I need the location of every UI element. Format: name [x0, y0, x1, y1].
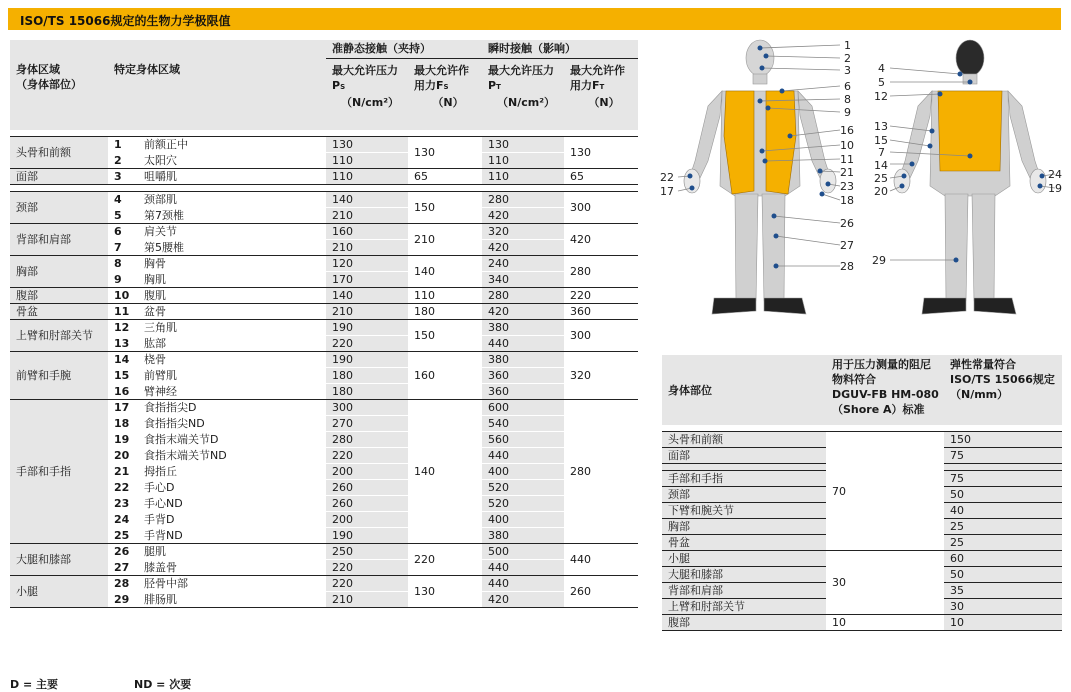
- limits-table: 身体区域 （身体部位） 特定身体区域 准静态接触（夹持） 瞬时接触（影响） 最大允许压力 PS （N/cm²） 最大允许作 用力FS （N） 最大允许压力 PT （N/cm²） 最大允许作 用力FT （N） 头骨和前额 1 前额正中 130 130 130 130 2 太阳穴 110 110 面部 3 咀嚼肌 110 65 110 65 颈部 4 颈部肌 140 150 280 300 5 第7颈椎 210 420 背部和肩部 6 肩关节 160 210 320 420 7 第5腰椎 210 420 胸部 8 胸骨 120 140 240 280 9 胸肌 170 340 腹部 10 腹肌 140 110 280 220 骨盆 11 盆骨 210 180 420 360 上臂和肘部关节 12 三角肌 190 150 380 300 13 肱部 220 440 前臂和手腕 14 桡骨 190 160 380 320 15 前臂肌 180 360 16 臂神经 180 360 手部和手指 17 食指指尖D 300 140 600 280 18 食指指尖ND 270 540 19 食指末端关节D 280 560 20 食指末端关节ND 220 440 21 拇指丘 200 400 22 手心D 260 520 23 手心ND 260 520 24 手背D 200 400 25 手背ND 190 380 大腿和膝部 26 腿肌 250 220 500 440 27 膝盖骨 220 440 小腿 28 胫骨中部 220 130 440 260 29 腓肠肌 210 420: [10, 40, 638, 608]
- region-chest: 胸部: [10, 256, 108, 288]
- back-vest: [938, 91, 1002, 171]
- header-body-region-sub: （身体部位）: [16, 78, 82, 91]
- svg-text:18: 18: [840, 194, 854, 207]
- svg-text:6: 6: [844, 80, 851, 93]
- svg-text:2: 2: [844, 52, 851, 65]
- svg-text:3: 3: [844, 64, 851, 77]
- svg-text:1: 1: [844, 39, 851, 52]
- svg-text:23: 23: [840, 180, 854, 193]
- region-upperarm: 上臂和肘部关节: [10, 320, 108, 352]
- svg-text:16: 16: [840, 124, 854, 137]
- row-num: 1: [114, 138, 122, 151]
- shore-10: 10: [826, 615, 944, 631]
- header-quasi-static: 准静态接触（夹持）: [326, 40, 482, 58]
- svg-text:9: 9: [844, 106, 851, 119]
- region-face: 面部: [10, 169, 108, 185]
- svg-text:17: 17: [660, 185, 674, 198]
- header-fs: 最大允许作 用力FS （N）: [408, 58, 482, 128]
- shore-30: 30: [832, 576, 846, 589]
- svg-text:5: 5: [878, 76, 885, 89]
- svg-text:28: 28: [840, 260, 854, 273]
- front-body: [690, 40, 830, 314]
- header-body-part: 身体部位: [662, 355, 826, 425]
- header-ft: 最大允许作 用力FT （N）: [564, 58, 638, 128]
- svg-text:21: 21: [840, 166, 854, 179]
- svg-text:8: 8: [844, 93, 851, 106]
- svg-text:14: 14: [874, 159, 888, 172]
- region-thigh: 大腿和膝部: [10, 544, 108, 576]
- header-spring: 弹性常量符合 ISO/TS 15066规定 （N/mm）: [944, 355, 1062, 425]
- svg-text:22: 22: [660, 171, 674, 184]
- svg-text:11: 11: [840, 153, 854, 166]
- region-forearm: 前臂和手腕: [10, 352, 108, 400]
- body-map-figure: [650, 36, 1070, 326]
- page-title: ISO/TS 15066规定的生物力学极限值: [20, 14, 231, 28]
- region-head: 头骨和前额: [10, 137, 108, 169]
- svg-text:20: 20: [874, 185, 888, 198]
- region-neck: 颈部: [10, 192, 108, 224]
- region-hand: 手部和手指: [10, 400, 108, 544]
- header-damping: 用于压力测量的阻尼 物料符合 DGUV-FB HM-080 （Shore A）标准: [826, 355, 944, 425]
- svg-text:29: 29: [872, 254, 886, 267]
- header-body-region: 身体区域: [16, 63, 60, 76]
- shore-70: 70: [832, 484, 846, 498]
- region-belly: 腹部: [10, 288, 108, 304]
- svg-text:4: 4: [878, 62, 885, 75]
- row-name: 前额正中: [144, 138, 188, 151]
- title-bar: [8, 8, 1061, 30]
- svg-text:27: 27: [840, 239, 854, 252]
- header-specific: 特定身体区域: [108, 40, 326, 130]
- svg-text:15: 15: [874, 134, 888, 147]
- svg-text:7: 7: [878, 146, 885, 159]
- header-ps: 最大允许压力 PS （N/cm²）: [326, 58, 408, 128]
- stiffness-table: 身体部位 用于压力测量的阻尼 物料符合 DGUV-FB HM-080 （Shore A）标准 弹性常量符合 ISO/TS 15066规定 （N/mm） 头骨和前额 70 150 面部 75 手部和手指 75 颈部 50 下臂和腕关节 40 胸部 25 骨盆 25 小腿 30 60 大腿和膝部 50 背部和肩部 35 上臂和肘部关节 30 腹部 10 10: [662, 355, 1062, 631]
- region-leg: 小腿: [10, 576, 108, 608]
- legend-nd: ND = 次要: [134, 678, 192, 691]
- svg-text:13: 13: [874, 120, 888, 133]
- region-pelvis: 骨盆: [10, 304, 108, 320]
- svg-text:25: 25: [874, 172, 888, 185]
- svg-text:10: 10: [840, 139, 854, 152]
- svg-text:19: 19: [1048, 182, 1062, 195]
- svg-text:24: 24: [1048, 168, 1062, 181]
- header-transient: 瞬时接触（影响）: [482, 40, 638, 58]
- svg-text:26: 26: [840, 217, 854, 230]
- legend-d: D = 主要: [10, 678, 59, 691]
- svg-text:12: 12: [874, 90, 888, 103]
- header-pt: 最大允许压力 PT （N/cm²）: [482, 58, 564, 128]
- region-back: 背部和肩部: [10, 224, 108, 256]
